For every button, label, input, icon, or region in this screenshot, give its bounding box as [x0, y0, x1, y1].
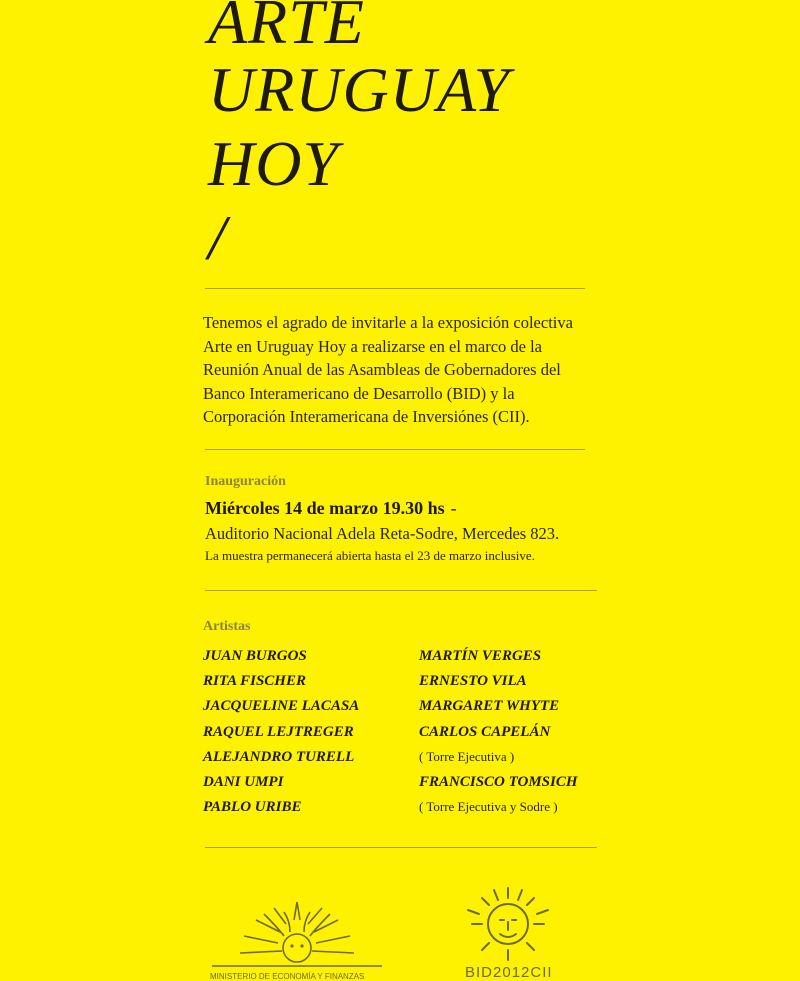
inauguration-note: La muestra permanecerá abierta hasta el 23 de marzo inclusive. — [205, 548, 535, 563]
inauguration-date-text: Miércoles 14 de marzo 19.30 hs — [205, 498, 445, 518]
inauguration-label: Inauguración — [205, 474, 286, 489]
bid-logo-text: BID2012CII — [465, 964, 553, 981]
artist-name: RAQUEL LEJTREGER — [203, 723, 354, 740]
inauguration-venue: Auditorio Nacional Adela Reta-Sodre, Mercedes 823. — [205, 524, 560, 543]
artist-name: JACQUELINE LACASA — [203, 698, 360, 715]
ministry-logo-text: MINISTERIO DE ECONOMÍA Y FINANZAS — [210, 972, 365, 981]
artist-name: PABLO URIBE — [203, 799, 302, 816]
artist-name: ERNESTO VILA — [419, 673, 527, 690]
artists-label: Artistas — [203, 619, 251, 634]
intro-line: Corporación Interamericana de Inversiónes (CII). — [203, 407, 530, 426]
sun-face-icon — [462, 884, 554, 966]
artist-name: RITA FISCHER — [203, 673, 306, 690]
artist-name: ALEJANDRO TURELL — [203, 748, 355, 765]
inauguration-dash: - — [450, 498, 457, 518]
inauguration-date — [205, 498, 457, 519]
artists-right-column — [419, 645, 578, 821]
title-line-arte: ARTE — [208, 0, 365, 57]
title-slash: / — [208, 202, 227, 273]
divider-intro — [205, 449, 585, 450]
intro-line: Tenemos el agrado de invitarle a la exposición colectiva — [203, 313, 573, 332]
divider-bottom — [205, 847, 597, 848]
artist-name: FRANCISCO TOMSICH — [419, 773, 578, 790]
intro-line: Arte en Uruguay Hoy a realizarse en el marco de la — [203, 336, 542, 356]
artist-name: CARLOS CAPELÁN — [419, 723, 551, 740]
title-line-uruguay: URUGUAY — [208, 54, 511, 125]
intro-line: Reunión Anual de las Asambleas de Gobernadores del — [203, 360, 561, 379]
title-line-hoy: HOY — [208, 128, 340, 199]
artists-left-column — [203, 645, 359, 821]
artist-name: MARTÍN VERGES — [419, 648, 542, 664]
intro-line: Banco Interamericano de Desarrollo (BID) y la — [203, 383, 515, 403]
artist-venue-note: ( Torre Ejecutiva ) — [419, 748, 515, 764]
sun-icon — [212, 898, 382, 970]
artist-name: DANI UMPI — [203, 773, 284, 790]
intro-paragraph — [203, 311, 593, 429]
artist-name: MARGARET WHYTE — [419, 698, 560, 715]
artist-venue-note: ( Torre Ejecutiva y Sodre ) — [419, 799, 558, 815]
artist-name: JUAN BURGOS — [203, 648, 307, 664]
divider-inauguration — [205, 590, 597, 591]
divider-top — [205, 288, 585, 289]
